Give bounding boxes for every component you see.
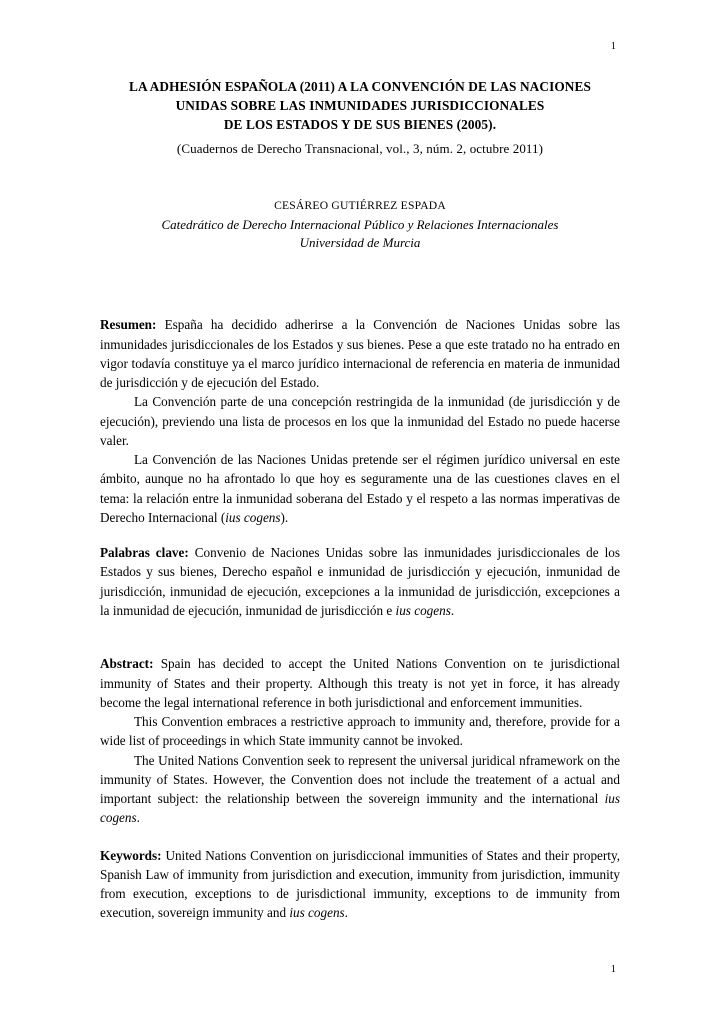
keywords-ius-cogens: ius cogens [289, 905, 345, 921]
author-block [100, 198, 620, 253]
keywords-label: Keywords: [100, 847, 162, 863]
resumen-text-3a: La Convención de las Naciones Unidas pretende ser el régimen jurídico universal en este ámbito, aunque no ha afrontado lo que hoy es seguramente una de las cuestiones claves en el tema: la relación entre la inmunidad soberana del Estado y el respeto a las normas imperativas de Derecho Internacional ( [100, 452, 620, 525]
palabras-clave-text-a: Convenio de Naciones Unidas sobre las inmunidades jurisdiccionales de los Estados y sus bienes, Derecho español e inmunidad de jurisdicción y ejecución, inmunidad de jurisdicción, inmunidad de ejecución, excepciones a la inmunidad de jurisdicción, excepciones a la inmunidad de ejecución, inmunidad de jurisdicción e [100, 545, 620, 619]
resumen-paragraph-3 [100, 450, 620, 527]
palabras-clave-ius-cogens: ius cogens [395, 603, 451, 619]
resumen-text-3b: ). [280, 509, 289, 525]
resumen-paragraph-2: La Convención parte de una concepción restringida de la inmunidad (de jurisdicción y de ejecución), previendo una lista de procesos en los que la inmunidad del Estado no puede hacerse valer. [100, 394, 620, 448]
page-title-line-3: DE LOS ESTADOS Y DE SUS BIENES (2005). [223, 116, 497, 132]
keywords-paragraph [100, 846, 620, 923]
page-number-bottom: 1 [610, 963, 616, 975]
resumen-section [100, 315, 620, 527]
palabras-clave-section [100, 543, 620, 620]
author-name: CESÁREO GUTIÉRREZ ESPADA [274, 198, 446, 212]
page-title [100, 78, 620, 158]
abstract-paragraph-3 [100, 751, 620, 828]
abstract-text-3a: The United Nations Convention seek to represent the universal juridical nframework on the immunity of States. However, the Convention does not include the treatement of a actual and important subject: the relationship between the sovereign immunity and the international [100, 752, 620, 807]
abstract-text-3b: . [136, 810, 140, 826]
resumen-ius-cogens: ius cogens [225, 509, 281, 525]
palabras-clave-label: Palabras clave: [100, 545, 189, 561]
page-title-line-1: LA ADHESIÓN ESPAÑOLA (2011) A LA CONVENCIÓN DE LAS NACIONES [129, 79, 591, 94]
abstract-text-1: Spain has decided to accept the United Nations Convention on te jurisdictional immunity of States and their property. Although this treaty is not yet in force, it has already become the legal international reference in both jurisdictional and enforcement immunities. [100, 656, 620, 710]
page-title-line-2: UNIDAS SOBRE LAS INMUNIDADES JURISDICCIONALES [175, 97, 545, 113]
resumen-label: Resumen: [100, 317, 157, 333]
journal-source-line: (Cuadernos de Derecho Transnacional, vol., 3, núm. 2, octubre 2011) [176, 140, 544, 156]
page-number-top: 1 [610, 41, 616, 52]
abstract-paragraph-1 [100, 654, 620, 712]
keywords-text-a: United Nations Convention on jurisdiccional immunities of States and their property, Spanish Law of immunity from jurisdiction and execution, immunity from jurisdiction, immunity from execution, exceptions to de jurisdictional immunity, exceptions to de immunity from execution, sovereign immunity and [100, 847, 620, 921]
palabras-clave-text-b: . [450, 603, 455, 619]
resumen-paragraph-1 [100, 315, 620, 392]
page-content [100, 78, 620, 923]
abstract-label: Abstract: [100, 656, 154, 672]
author-university: Universidad de Murcia [299, 235, 421, 251]
keywords-text-b: . [344, 905, 348, 921]
resumen-text-1: España ha decidido adherirse a la Convención de Naciones Unidas sobre las inmunidades jurisdiccionales de los Estados y sus bienes. Pese a que este tratado no ha entrado en vigor todavía constituye ya el marco jurídico internacional de referencia en materia de inmunidad de jurisdicción y de ejecución del Estado. [100, 317, 620, 391]
abstract-section [100, 654, 620, 827]
author-affiliation: Catedrático de Derecho Internacional Público y Relaciones Internacionales [161, 216, 559, 232]
keywords-section [100, 846, 620, 923]
abstract-paragraph-2: This Convention embraces a restrictive approach to immunity and, therefore, provide for a wide list of proceedings in which State immunity cannot be invoked. [100, 714, 620, 749]
palabras-clave-paragraph [100, 543, 620, 620]
abstract-ius-cogens: ius cogens [100, 791, 620, 826]
